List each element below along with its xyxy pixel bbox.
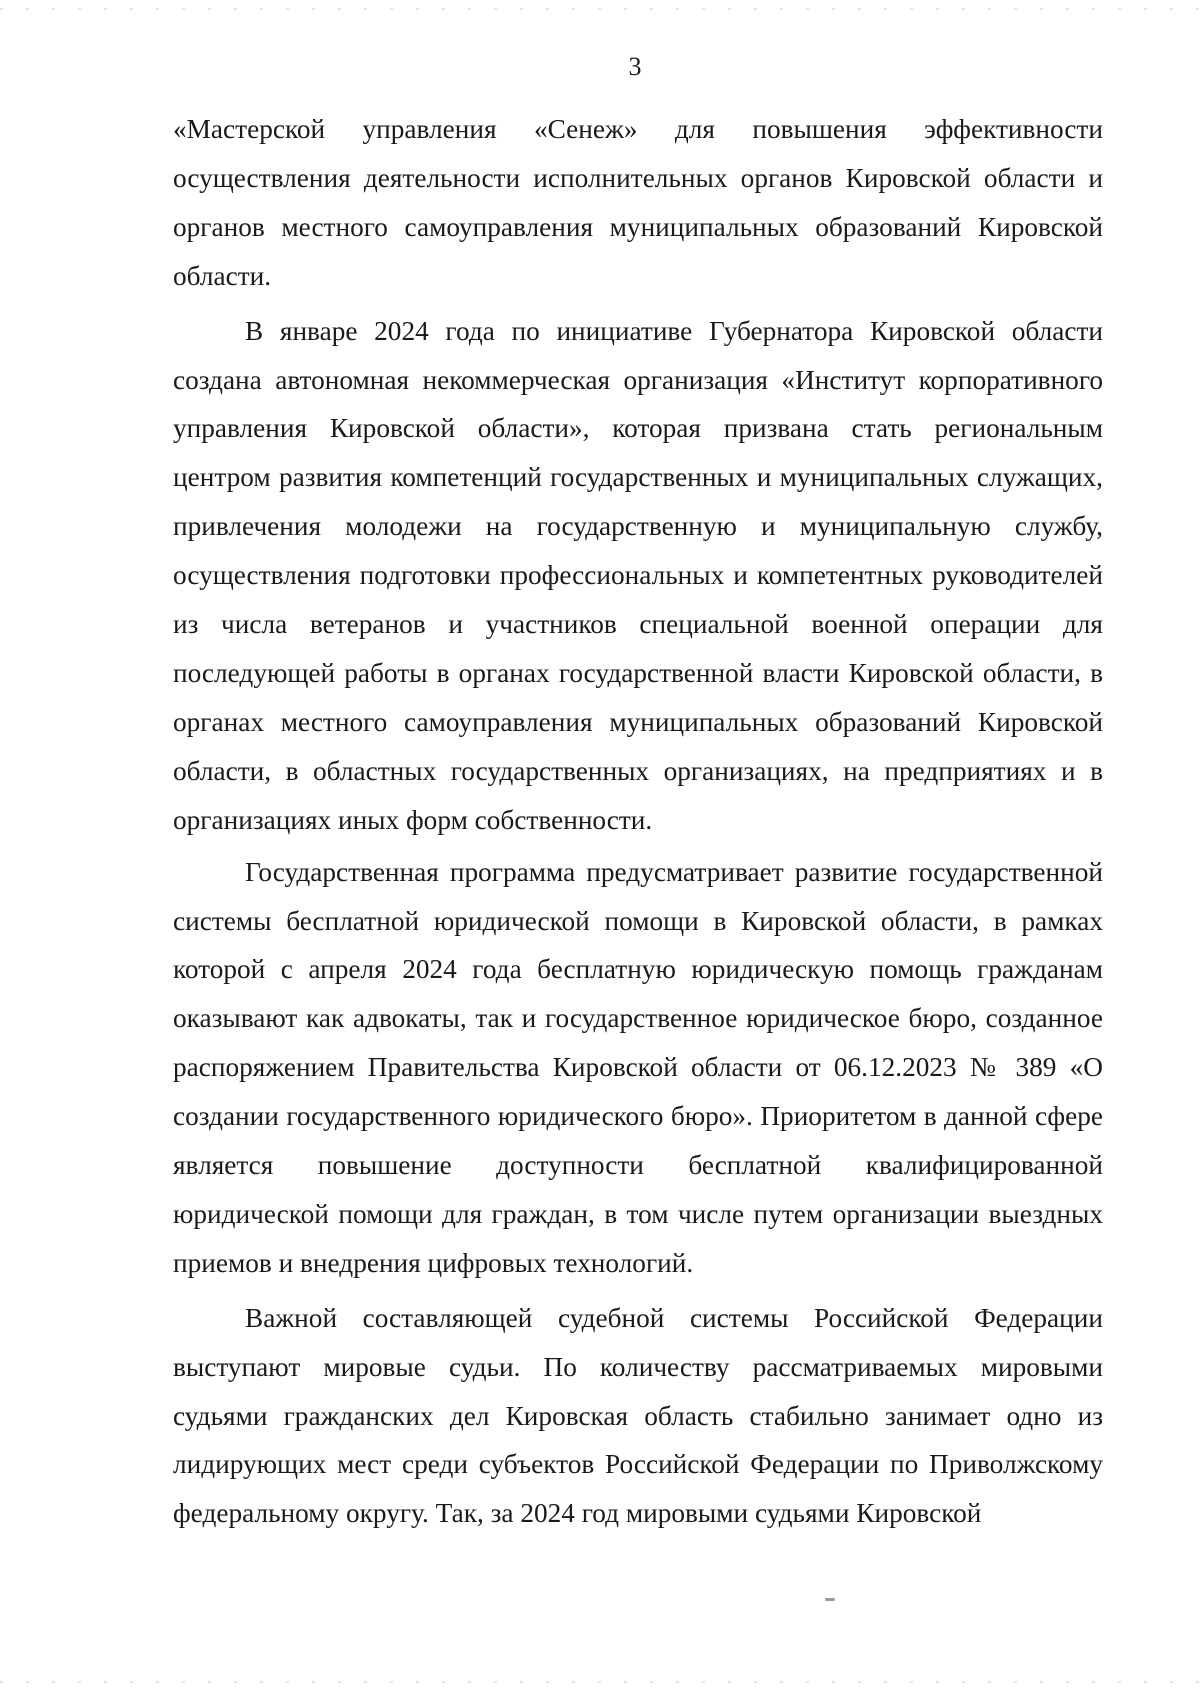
scan-speck <box>825 1598 835 1601</box>
document-body <box>173 105 1103 1538</box>
paragraph-magistrates: Важной составляющей судебной системы Российской Федерации выступают мировые судьи. По количеству рассматриваемых мировыми судьями гражданских дел Кировская область стабильно занимает одно из лидирующих мест среди субъектов Российской Федерации по Приволжскому федеральному округу. Так, за 2024 год мировыми судьями Кировской <box>173 1302 1103 1529</box>
paragraph-legal-aid: Государственная программа предусматривает развитие государственной системы бесплатной юридической помощи в Кировской области, в рамках которой с апреля 2024 года бесплатную юридическую помощь гражданам оказывают как адвокаты, так и государственное юридическое бюро, созданное распоряжением Правительства Кировской области от 06.12.2023 № 389 «О создании государственного юридического бюро». Приоритетом в данной сфере является повышение доступности бесплатной квалифицированной юридической помощи для граждан, в том числе путем организации выездных приемов и внедрения цифровых технологий. <box>173 856 1103 1278</box>
paragraph-institute: В январе 2024 года по инициативе Губернатора Кировской области создана автономная некоммерческая организация «Институт корпоративного управления Кировской области», которая призвана стать региональным центром развития компетенций государственных и муниципальных служащих, привлечения молодежи на государственную и муниципальную службу, осуществления подготовки профессиональных и компетентных руководителей из числа ветеранов и участников специальной военной операции для последующей работы в органах государственной власти Кировской области, в органах местного самоуправления муниципальных образований Кировской области, в областных государственных организациях, на предприятиях и в организациях иных форм собственности. <box>173 315 1103 835</box>
paragraph-continuation: «Мастерской управления «Сенеж» для повышения эффективности осуществления деятельности исполнительных органов Кировской области и органов местного самоуправления муниципальных образований Кировской области. <box>173 114 1103 291</box>
scan-edge-bottom <box>0 1681 1200 1683</box>
page-number: 3 <box>628 52 642 81</box>
scan-edge-top <box>0 8 1200 10</box>
